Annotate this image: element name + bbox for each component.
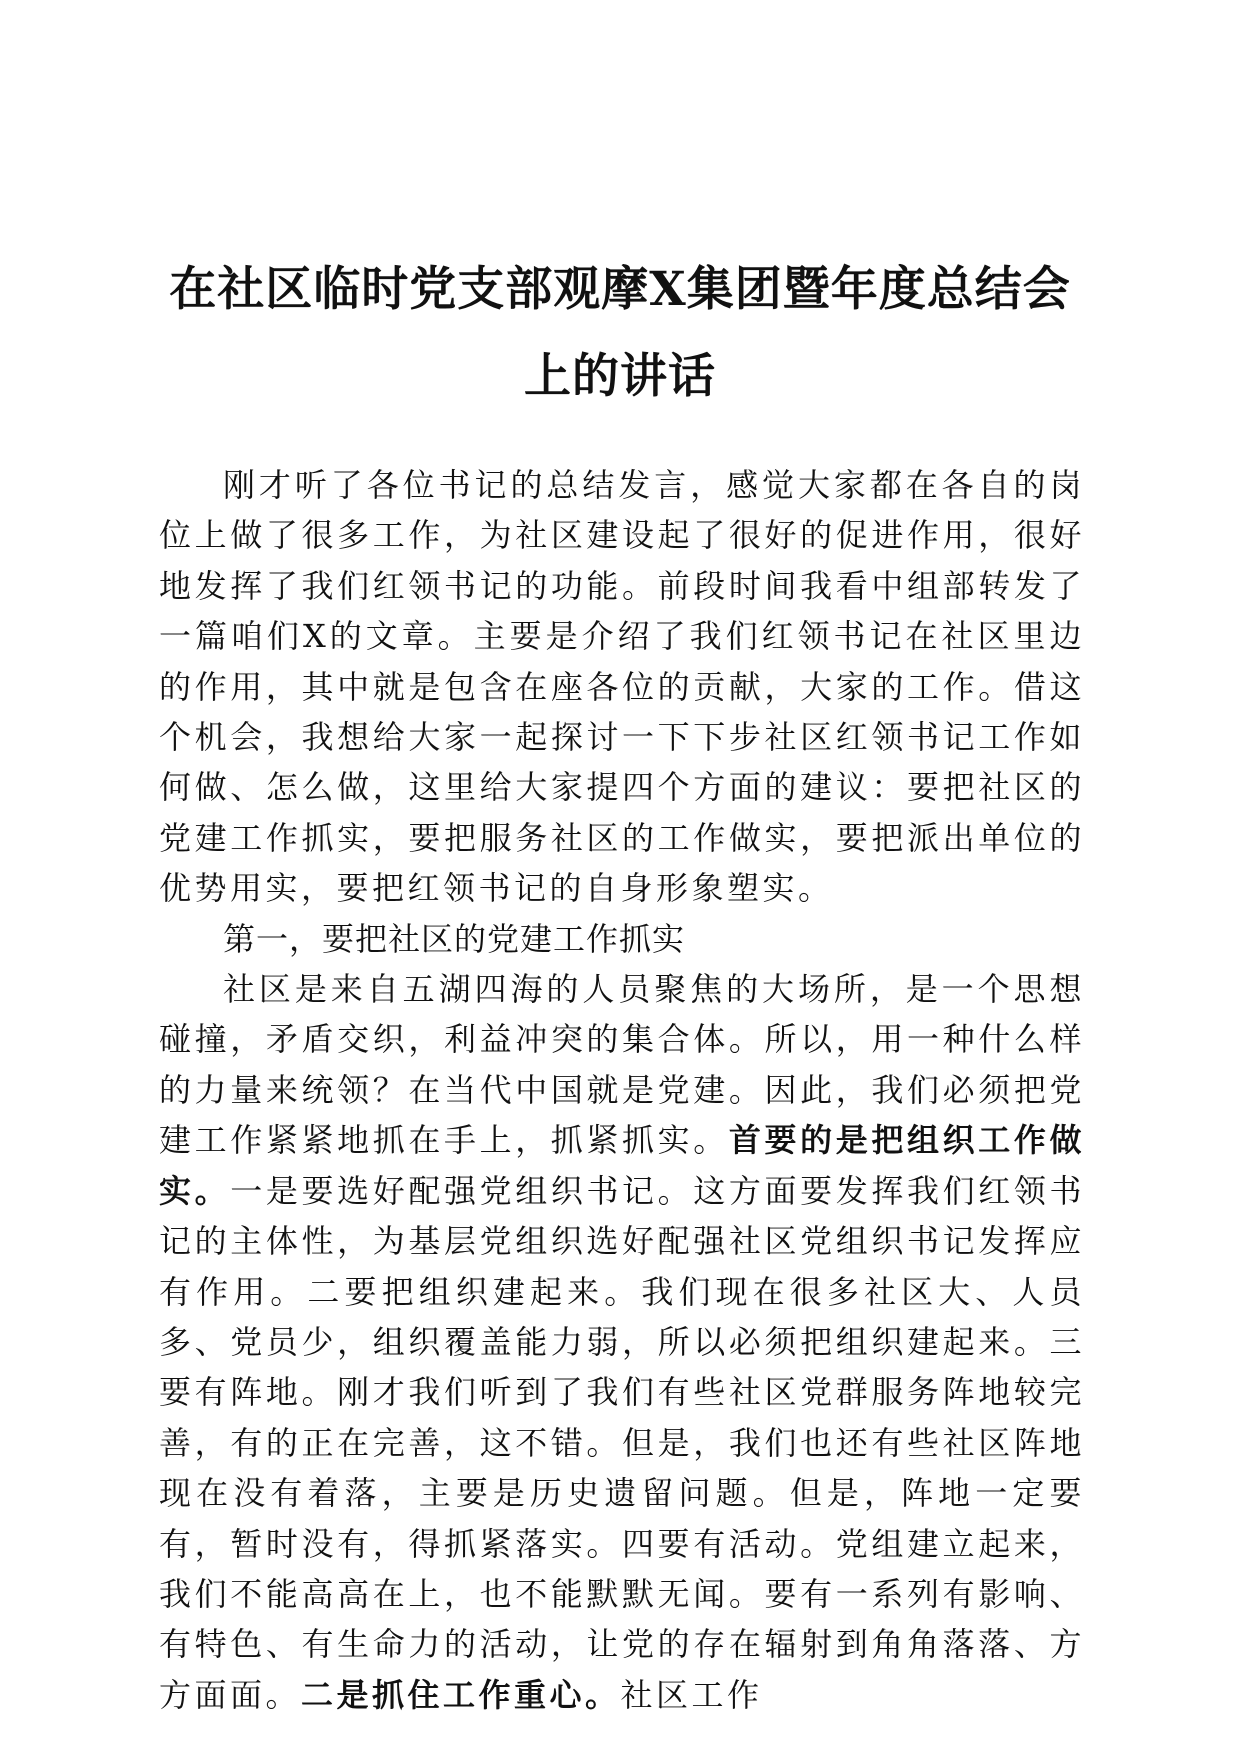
paragraph-text: 社区是来自五湖四海的人员聚焦的大场所，是一个思想碰撞，矛盾交织，利益冲突的集合体。所以，用一种什么样的力量来统领？在当代中国就是党建。因此，我们必须把党建工作紧紧地抓在手上，抓紧抓实。 (159, 970, 1085, 1160)
document-title-line-2: 上的讲话 (524, 349, 716, 404)
paragraph-intro: 刚才听了各位书记的总结发言，感觉大家都在各自的岗位上做了很多工作，为社区建设起了很好的促进作用，很好地发挥了我们红领书记的功能。前段时间我看中组部转发了一篇咱们X的文章。主要是介绍了我们红领书记在社区里边的作用，其中就是包含在座各位的贡献，大家的工作。借这个机会，我想给大家一起探讨一下下步社区红领书记工作如何做、怎么做，这里给大家提四个方面的建议：要把社区的党建工作抓实，要把服务社区的工作做实，要把派出单位的优势用实，要把红领书记的自身形象塑实。 (159, 466, 1085, 908)
document-title-line-1: 在社区临时党支部观摩X集团暨年度总结会 (169, 262, 1071, 317)
paragraph-text: 一是要选好配强党组织书记。这方面要发挥我们红领书记的主体性，为基层党组织选好配强社区党组织书记发挥应有作用。二要把组织建起来。我们现在很多社区大、人员多、党员少，组织覆盖能力弱，所以必须把组织建起来。三要有阵地。刚才我们听到了我们有些社区党群服务阵地较完善，有的正在完善，这不错。但是，我们也还有些社区阵地现在没有着落，主要是历史遗留问题。但是，阵地一定要有，暂时没有，得抓紧落实。四要有活动。党组建立起来，我们不能高高在上，也不能默默无闻。要有一系列有影响、有特色、有生命力的活动，让党的存在辐射到角角落落、方方面面。 (159, 1171, 1085, 1714)
paragraph-text: 社区工作 (620, 1675, 763, 1714)
section-heading-1: 第一，要把社区的党建工作抓实 (223, 919, 686, 958)
bold-emphasis-1: 首要的是把组织工作做实。 (159, 1121, 1085, 1210)
document-body (159, 460, 1085, 1720)
bold-emphasis-2: 二是抓住工作重心。 (301, 1675, 621, 1714)
paragraph-section-1 (159, 964, 1085, 1720)
